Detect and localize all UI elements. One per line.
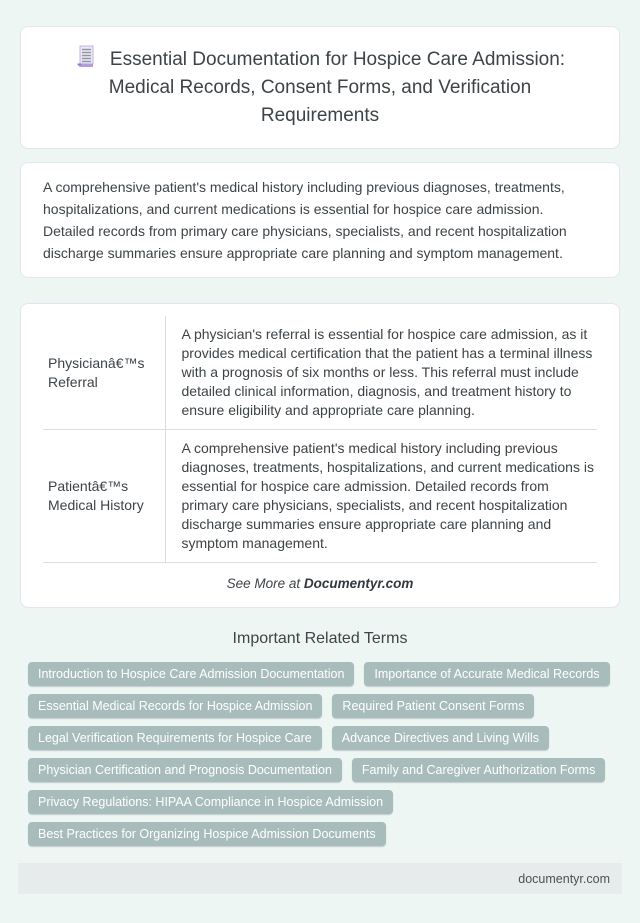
- see-more-site-link[interactable]: Documentyr.com: [303, 576, 414, 591]
- related-term-tag[interactable]: Privacy Regulations: HIPAA Compliance in Hospice Admission: [28, 790, 393, 814]
- related-term-tag[interactable]: Best Practices for Organizing Hospice Admission Documents: [28, 822, 386, 846]
- see-more-prefix: See More at: [226, 576, 304, 591]
- title-card: [20, 26, 620, 149]
- related-term-tag[interactable]: Importance of Accurate Medical Records: [364, 662, 609, 686]
- related-term-tag[interactable]: Advance Directives and Living Wills: [332, 726, 549, 750]
- related-terms-tags: [0, 662, 640, 846]
- footer-bar: [18, 863, 622, 894]
- receipt-icon: [75, 45, 96, 68]
- related-term-tag[interactable]: Essential Medical Records for Hospice Admission: [28, 694, 322, 718]
- table-row: [43, 316, 597, 430]
- term-label: Physicianâ€™s Referral: [43, 316, 165, 430]
- related-term-tag[interactable]: Legal Verification Requirements for Hospice Care: [28, 726, 322, 750]
- related-term-tag[interactable]: Physician Certification and Prognosis Documentation: [28, 758, 342, 782]
- intro-card: [20, 162, 620, 278]
- terms-table-card: [20, 303, 620, 608]
- related-term-tag[interactable]: Family and Caregiver Authorization Forms: [352, 758, 605, 782]
- table-row: [43, 430, 597, 563]
- terms-table: [43, 316, 597, 563]
- related-terms-heading: Important Related Terms: [232, 630, 408, 647]
- intro-text: A comprehensive patient's medical history including previous diagnoses, treatments, hospitalizations, and current medications is essential for hospice care admission. Detailed records from primary care physicians, specialists, and recent hospitalization discharge summaries ensure appropriate care planning and symptom management.: [43, 179, 567, 261]
- term-description: A physician's referral is essential for hospice care admission, as it provides medical certification that the patient has a terminal illness with a prognosis of six months or less. This referral must include detailed clinical information, diagnosis, and treatment history to ensure eligibility and appropriate care planning.: [165, 316, 597, 430]
- footer-domain: documentyr.com: [518, 871, 610, 886]
- page-title-text: Essential Documentation for Hospice Care Admission: Medical Records, Consent Forms, and Verification Requirements: [108, 49, 566, 126]
- related-term-tag[interactable]: Introduction to Hospice Care Admission Documentation: [28, 662, 354, 686]
- see-more-line: [43, 576, 597, 591]
- term-label: Patientâ€™s Medical History: [43, 430, 165, 563]
- page-title: [49, 45, 591, 130]
- term-description: A comprehensive patient's medical history including previous diagnoses, treatments, hospitalizations, and current medications is essential for hospice care admission. Detailed records from primary care physicians, specialists, and recent hospitalization discharge summaries ensure appropriate care planning and symptom management.: [165, 430, 597, 563]
- related-term-tag[interactable]: Required Patient Consent Forms: [332, 694, 534, 718]
